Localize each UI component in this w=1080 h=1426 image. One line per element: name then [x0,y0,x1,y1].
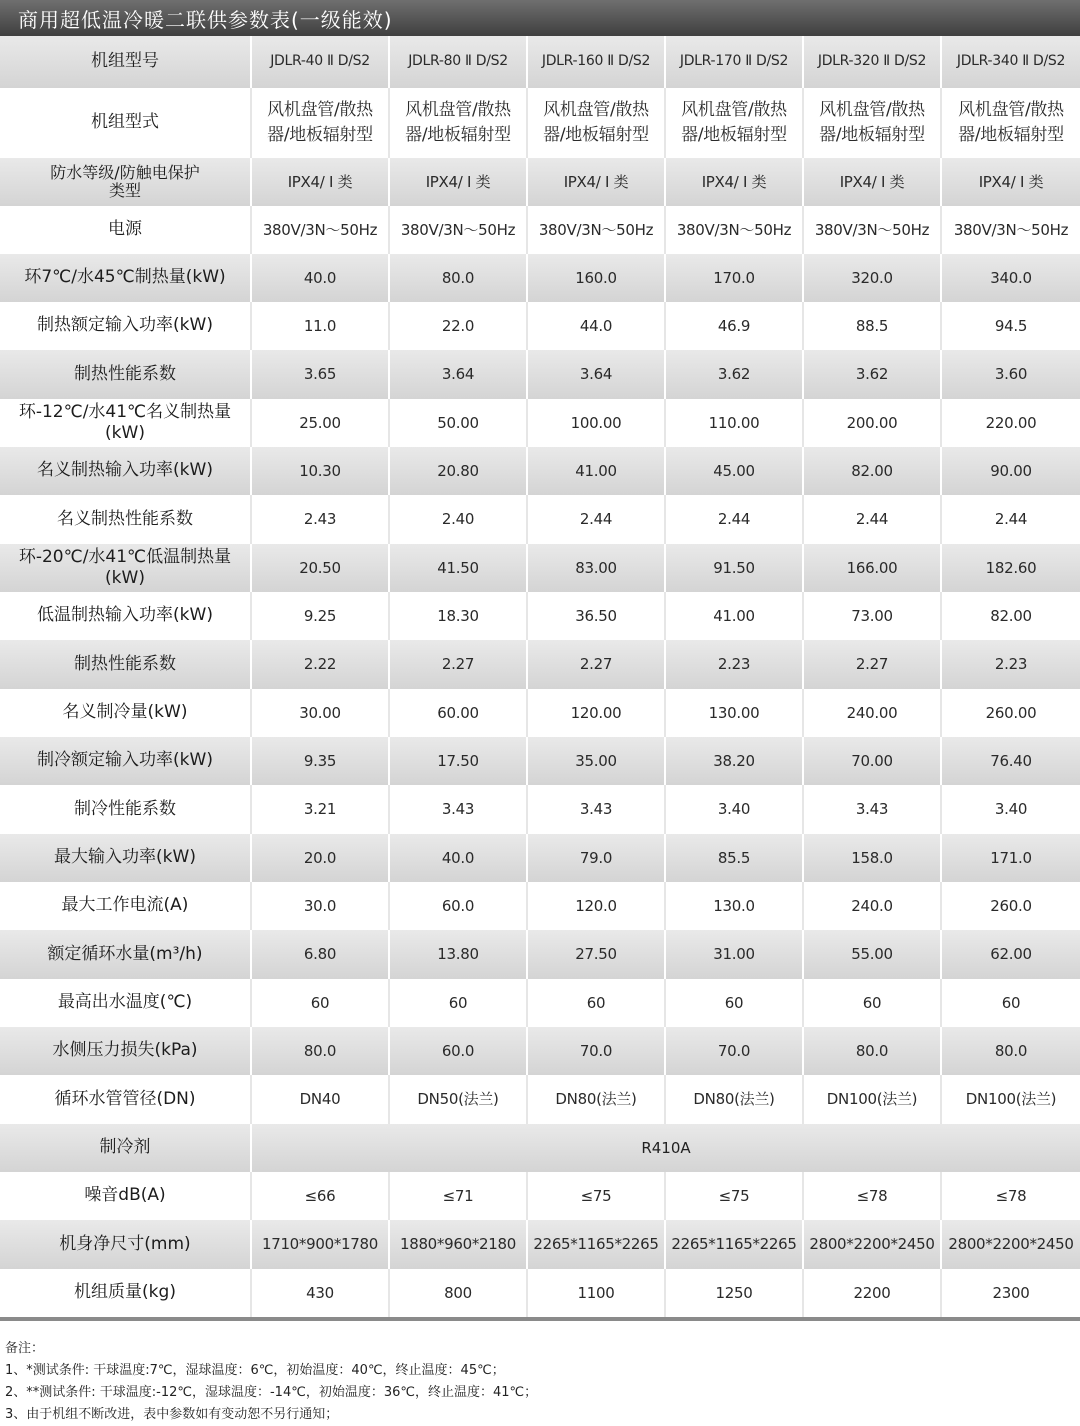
row-label: 机组型式 [0,88,252,158]
table-cell: JDLR-80 Ⅱ D/S2 [390,36,528,88]
table-cell: 风机盘管/散热器/地板辐射型 [252,88,390,158]
table-cell: 27.50 [528,930,666,979]
table-cell: 88.5 [804,302,942,350]
table-cell: 170.0 [666,254,804,302]
table-cell: 60.0 [390,1027,528,1075]
table-row [0,302,1080,350]
row-label: 最高出水温度(℃) [0,979,252,1027]
table-row [0,785,1080,834]
note-line: 3、由于机组不断改进，表中参数如有变动恕不另行通知； [5,1407,339,1422]
row-label: 电源 [0,206,252,254]
table-cell: 11.0 [252,302,390,350]
table-cell: 36.50 [528,592,666,640]
table-cell: ≤75 [528,1172,666,1220]
table-cell: 2800*2200*2450 [948,1235,1074,1254]
table-cell: 200.00 [804,399,942,447]
table-cell: 2.23 [994,655,1028,674]
table-row [0,495,1080,544]
note-line: 2、**测试条件: 干球温度:-12℃，湿球温度：-14℃，初始温度：36℃，终止温度：41℃； [5,1385,538,1400]
table-row [0,36,1080,88]
table-cell: 41.00 [528,447,666,495]
table-cell: 60.0 [390,882,528,930]
table-cell: DN80(法兰) [528,1075,666,1124]
table-cell: 20.80 [390,447,528,495]
table-cell: 2265*1165*2265 [528,1220,666,1269]
table-cell: 2.27 [390,640,528,689]
table-cell: 110.00 [666,399,804,447]
table-cell: 3.64 [528,350,666,399]
table-row [0,88,1080,158]
table-cell: 120.00 [528,689,666,737]
table-cell: 380V/3N～50Hz [953,220,1069,239]
row-label: 环-12℃/水41℃名义制热量(kW) [0,399,252,447]
table-cell: 800 [390,1269,528,1317]
table-cell: 380V/3N～50Hz [390,206,528,254]
table-cell: 6.80 [252,930,390,979]
table-cell: 76.40 [990,751,1032,770]
table-bottom-rule [0,1317,1080,1321]
table-cell: 120.0 [528,882,666,930]
table-cell: 160.0 [528,254,666,302]
table-cell: IPX4/ Ⅰ 类 [390,158,528,206]
row-label: 最大工作电流(A) [0,882,252,930]
table-cell: 2.27 [528,640,666,689]
table-row [0,254,1080,302]
row-label: 循环水管管径(DN) [0,1075,252,1124]
table-cell: 60 [804,979,942,1027]
table-cell: 3.40 [666,785,804,834]
table-cell: 17.50 [390,737,528,785]
table-cell: 45.00 [666,447,804,495]
table-cell: 3.60 [994,365,1028,384]
table-cell: 10.30 [252,447,390,495]
table-cell: 82.00 [990,606,1032,625]
row-label: 制冷性能系数 [0,785,252,834]
table-cell: 240.0 [804,882,942,930]
table-cell: DN50(法兰) [390,1075,528,1124]
table-cell: 2200 [804,1269,942,1317]
table-row [0,1027,1080,1075]
table-cell: DN40 [252,1075,390,1124]
table-cell: 60.00 [390,689,528,737]
table-cell: DN100(法兰) [804,1075,942,1124]
table-cell: JDLR-40 Ⅱ D/S2 [252,36,390,88]
table-cell: ≤78 [804,1172,942,1220]
table-cell: 260.0 [990,896,1032,915]
row-label: 制热额定输入功率(kW) [0,302,252,350]
table-cell: 60 [1001,993,1021,1012]
row-label: 水侧压力损失(kPa) [0,1027,252,1075]
table-cell: 2.43 [252,495,390,544]
table-cell: 18.30 [390,592,528,640]
table-cell: JDLR-170 Ⅱ D/S2 [666,36,804,88]
table-cell: 55.00 [804,930,942,979]
table-cell: 94.5 [994,316,1028,335]
row-label: 环7℃/水45℃制热量(kW) [0,254,252,302]
table-cell: 1100 [528,1269,666,1317]
table-cell: 70.0 [528,1027,666,1075]
table-cell: 50.00 [390,399,528,447]
table-cell: 380V/3N～50Hz [804,206,942,254]
table-cell: 风机盘管/散热器/地板辐射型 [958,100,1064,145]
row-label: 机组型号 [0,36,252,88]
table-cell: 80.0 [994,1041,1028,1060]
table-cell: 20.0 [252,834,390,882]
row-label: 机身净尺寸(mm) [0,1220,252,1269]
table-cell: 3.62 [666,350,804,399]
table-cell: IPX4/ Ⅰ 类 [804,158,942,206]
table-row [0,1172,1080,1220]
table-row [0,930,1080,979]
table-cell: 3.64 [390,350,528,399]
table-row [0,158,1080,206]
row-label: 制冷额定输入功率(kW) [0,737,252,785]
table-cell: ≤66 [252,1172,390,1220]
table-cell: 130.00 [666,689,804,737]
row-label: 制热性能系数 [0,350,252,399]
table-cell: 2300 [992,1283,1030,1302]
table-row [0,592,1080,640]
table-cell: 46.9 [666,302,804,350]
table-cell: 38.20 [666,737,804,785]
table-cell: 1880*960*2180 [390,1220,528,1269]
table-cell: 60 [390,979,528,1027]
table-cell: 380V/3N～50Hz [528,206,666,254]
table-cell: 80.0 [390,254,528,302]
table-cell: 2.23 [666,640,804,689]
table-cell: 35.00 [528,737,666,785]
table-cell: R410A [641,1138,691,1157]
table-cell: 130.0 [666,882,804,930]
table-cell: 80.0 [252,1027,390,1075]
table-cell: 73.00 [804,592,942,640]
table-cell: 2.40 [390,495,528,544]
table-cell: 2.44 [994,510,1028,529]
row-label: 环-20℃/水41℃低温制热量(kW) [0,544,252,592]
row-label: 额定循环水量(m³/h) [0,930,252,979]
table-cell: 80.0 [804,1027,942,1075]
table-cell: 风机盘管/散热器/地板辐射型 [666,88,804,158]
spec-table [0,36,1080,1321]
table-row [0,1269,1080,1317]
table-cell: 166.00 [804,544,942,592]
table-cell: 22.0 [390,302,528,350]
table-cell: 40.0 [252,254,390,302]
table-cell: 82.00 [804,447,942,495]
table-cell: 2.44 [804,495,942,544]
row-label: 名义制热输入功率(kW) [0,447,252,495]
table-cell: 风机盘管/散热器/地板辐射型 [804,88,942,158]
table-cell: 44.0 [528,302,666,350]
table-cell: 380V/3N～50Hz [252,206,390,254]
table-row [0,1075,1080,1124]
table-cell: 风机盘管/散热器/地板辐射型 [390,88,528,158]
row-label: 制热性能系数 [0,640,252,689]
table-row [0,350,1080,399]
table-row [0,206,1080,254]
table-cell: IPX4/ Ⅰ 类 [528,158,666,206]
table-cell: DN80(法兰) [666,1075,804,1124]
table-cell: JDLR-340 Ⅱ D/S2 [956,53,1066,70]
table-cell: 380V/3N～50Hz [666,206,804,254]
table-cell: 9.25 [252,592,390,640]
table-cell: 3.21 [252,785,390,834]
table-cell: 340.0 [990,268,1032,287]
table-row [0,447,1080,495]
table-cell: 1250 [666,1269,804,1317]
note-line: 1、*测试条件: 干球温度:7℃，湿球温度：6℃，初始温度：40℃，终止温度：45℃； [5,1363,505,1378]
table-cell: 62.00 [990,945,1032,964]
table-cell: 85.5 [666,834,804,882]
table-cell: 240.00 [804,689,942,737]
table-cell: 20.50 [252,544,390,592]
table-cell: ≤71 [390,1172,528,1220]
table-cell: IPX4/ Ⅰ 类 [978,172,1044,191]
table-row [0,640,1080,689]
page-title: 商用超低温冷暖二联供参数表(一级能效) [18,8,393,32]
table-row [0,1220,1080,1269]
table-cell: 2800*2200*2450 [804,1220,942,1269]
table-cell: 13.80 [390,930,528,979]
table-cell: 3.40 [994,800,1028,819]
row-label: 制冷剂 [0,1124,252,1172]
table-cell: 3.43 [390,785,528,834]
table-cell: 41.00 [666,592,804,640]
table-cell: 3.43 [528,785,666,834]
table-row [0,979,1080,1027]
table-row [0,882,1080,930]
note-line: 备注： [5,1341,45,1356]
table-cell: 2.44 [666,495,804,544]
table-cell: 40.0 [390,834,528,882]
table-cell: 320.0 [804,254,942,302]
table-cell: 100.00 [528,399,666,447]
table-cell: 91.50 [666,544,804,592]
table-cell: 1710*900*1780 [252,1220,390,1269]
table-row [0,689,1080,737]
table-cell: 171.0 [990,848,1032,867]
table-cell: 3.43 [804,785,942,834]
table-row [0,737,1080,785]
row-label: 名义制热性能系数 [0,495,252,544]
table-cell: 83.00 [528,544,666,592]
table-cell: 60 [528,979,666,1027]
notes [5,1338,537,1426]
table-cell: 90.00 [990,461,1032,480]
table-cell: 60 [252,979,390,1027]
table-cell: 30.0 [252,882,390,930]
table-cell: JDLR-320 Ⅱ D/S2 [804,36,942,88]
table-cell: JDLR-160 Ⅱ D/S2 [528,36,666,88]
row-label: 低温制热输入功率(kW) [0,592,252,640]
row-label: 最大输入功率(kW) [0,834,252,882]
table-cell: ≤78 [995,1186,1027,1205]
table-row [0,399,1080,447]
table-cell: IPX4/ Ⅰ 类 [252,158,390,206]
table-cell: 2265*1165*2265 [666,1220,804,1269]
table-cell: 2.27 [804,640,942,689]
table-cell: 2.22 [252,640,390,689]
table-cell: 70.00 [804,737,942,785]
table-cell: 220.00 [985,413,1037,432]
table-cell: 3.65 [252,350,390,399]
row-label: 防水等级/防触电保护类型 [0,158,252,206]
table-cell: 158.0 [804,834,942,882]
row-label: 噪音dB(A) [0,1172,252,1220]
table-row [0,834,1080,882]
table-cell: 430 [252,1269,390,1317]
table-cell: 70.0 [666,1027,804,1075]
table-cell: ≤75 [666,1172,804,1220]
table-cell: IPX4/ Ⅰ 类 [666,158,804,206]
table-cell: 25.00 [252,399,390,447]
row-label: 机组质量(kg) [0,1269,252,1317]
table-cell: 风机盘管/散热器/地板辐射型 [528,88,666,158]
table-cell: 60 [666,979,804,1027]
row-label: 名义制冷量(kW) [0,689,252,737]
table-row [0,1124,1080,1172]
table-cell: 31.00 [666,930,804,979]
table-cell: 41.50 [390,544,528,592]
table-cell: 182.60 [985,558,1037,577]
table-cell: 2.44 [528,495,666,544]
table-row [0,544,1080,592]
table-cell: 79.0 [528,834,666,882]
table-cell: DN100(法兰) [965,1090,1057,1109]
table-cell: 30.00 [252,689,390,737]
table-cell: 9.35 [252,737,390,785]
title-bar [0,0,1080,36]
table-cell: 3.62 [804,350,942,399]
table-cell: 260.00 [985,703,1037,722]
